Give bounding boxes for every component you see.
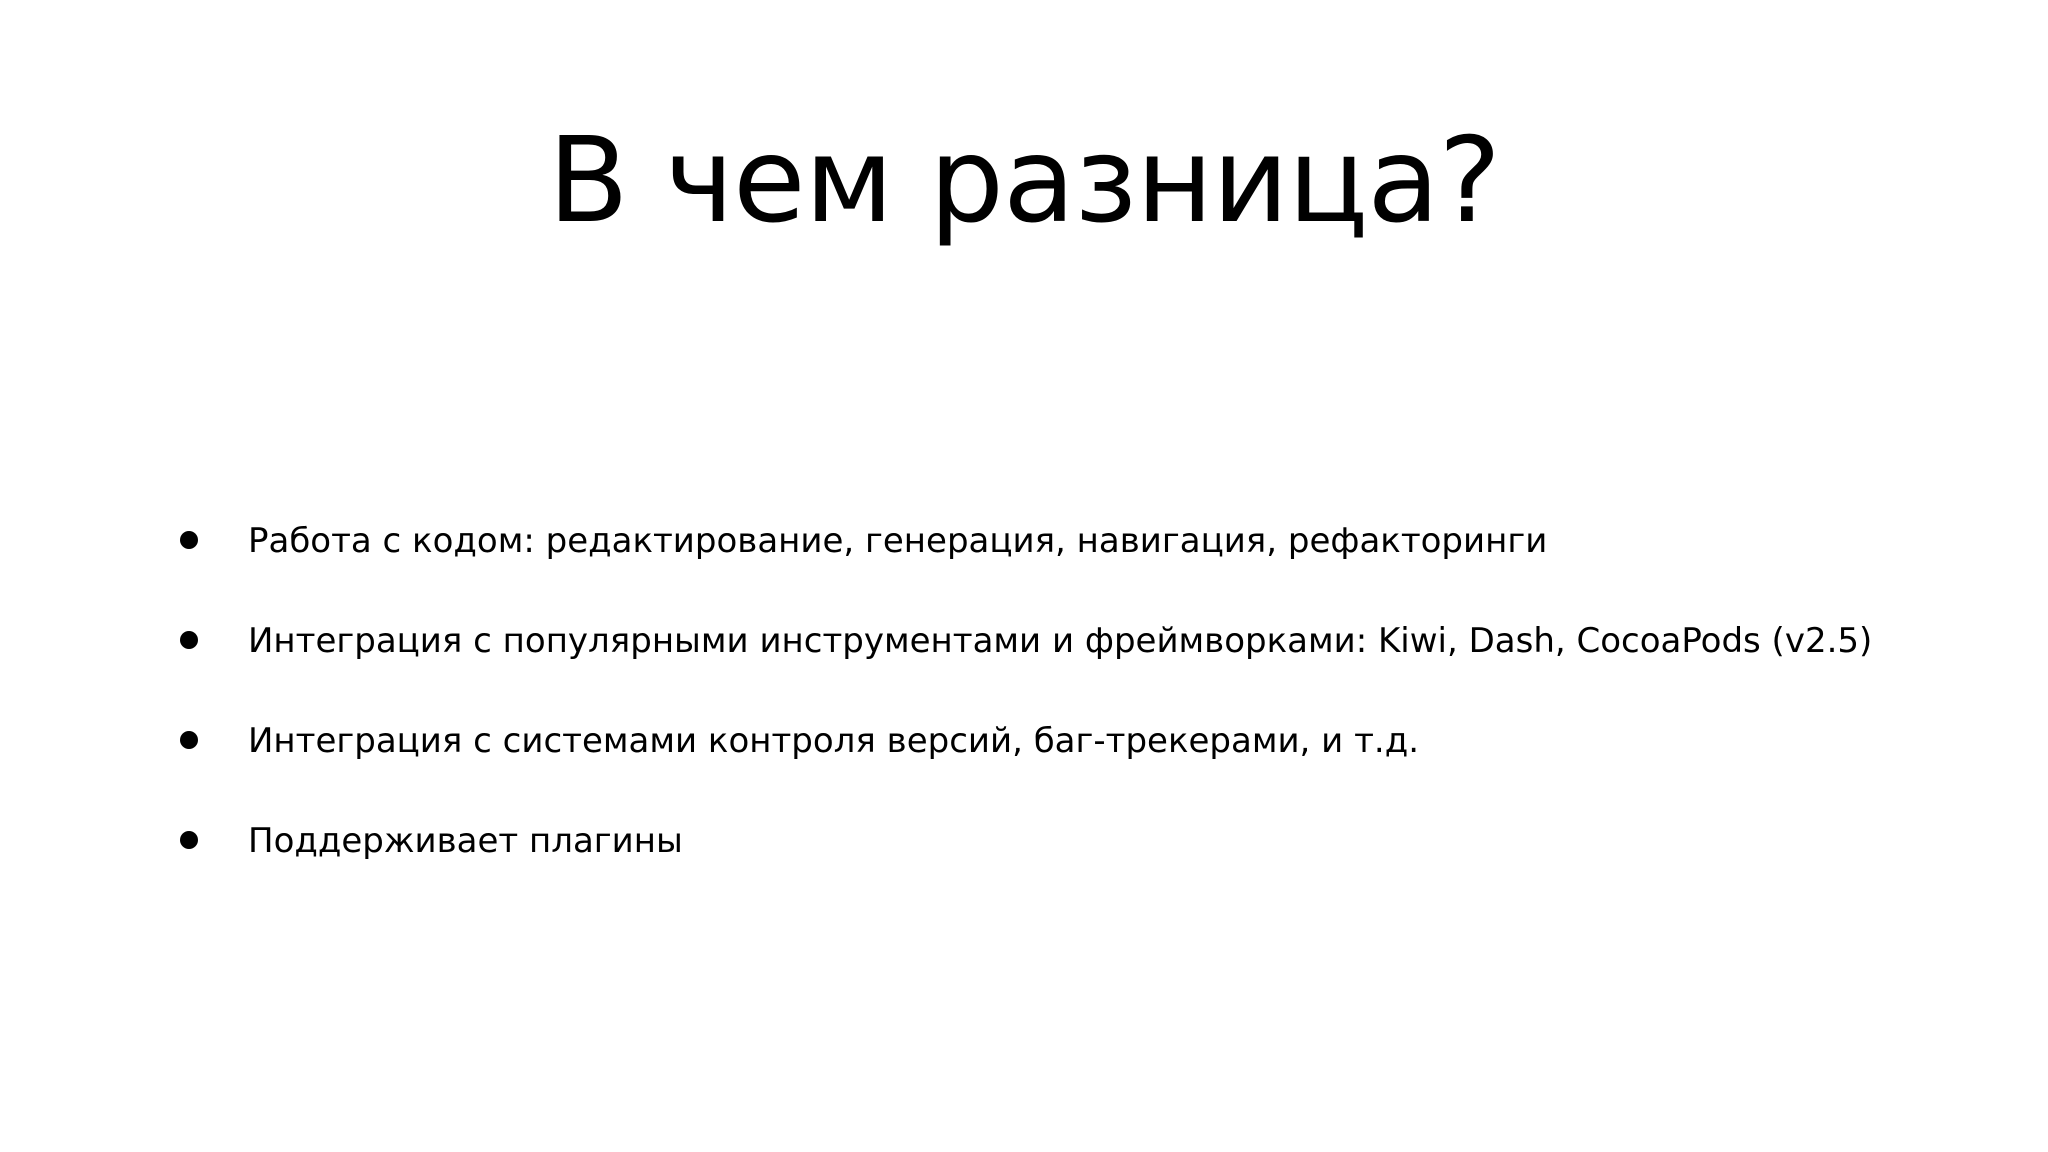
bullet-text: Поддерживает плагины [248, 821, 683, 861]
bullet-icon [180, 531, 198, 549]
bullet-text: Интеграция с популярными инструментами и фреймворками: Kiwi, Dash, CocoaPods (v2.5) [248, 621, 1873, 661]
bullet-text: Интеграция с системами контроля версий, баг-трекерами, и т.д. [248, 721, 1420, 761]
bullet-icon [180, 731, 198, 749]
slide-title: В чем разница? [547, 111, 1501, 249]
bullet-text: Работа с кодом: редактирование, генерация, навигация, рефакторинги [248, 521, 1548, 561]
bullet-icon [180, 831, 198, 849]
bullet-icon [180, 631, 198, 649]
